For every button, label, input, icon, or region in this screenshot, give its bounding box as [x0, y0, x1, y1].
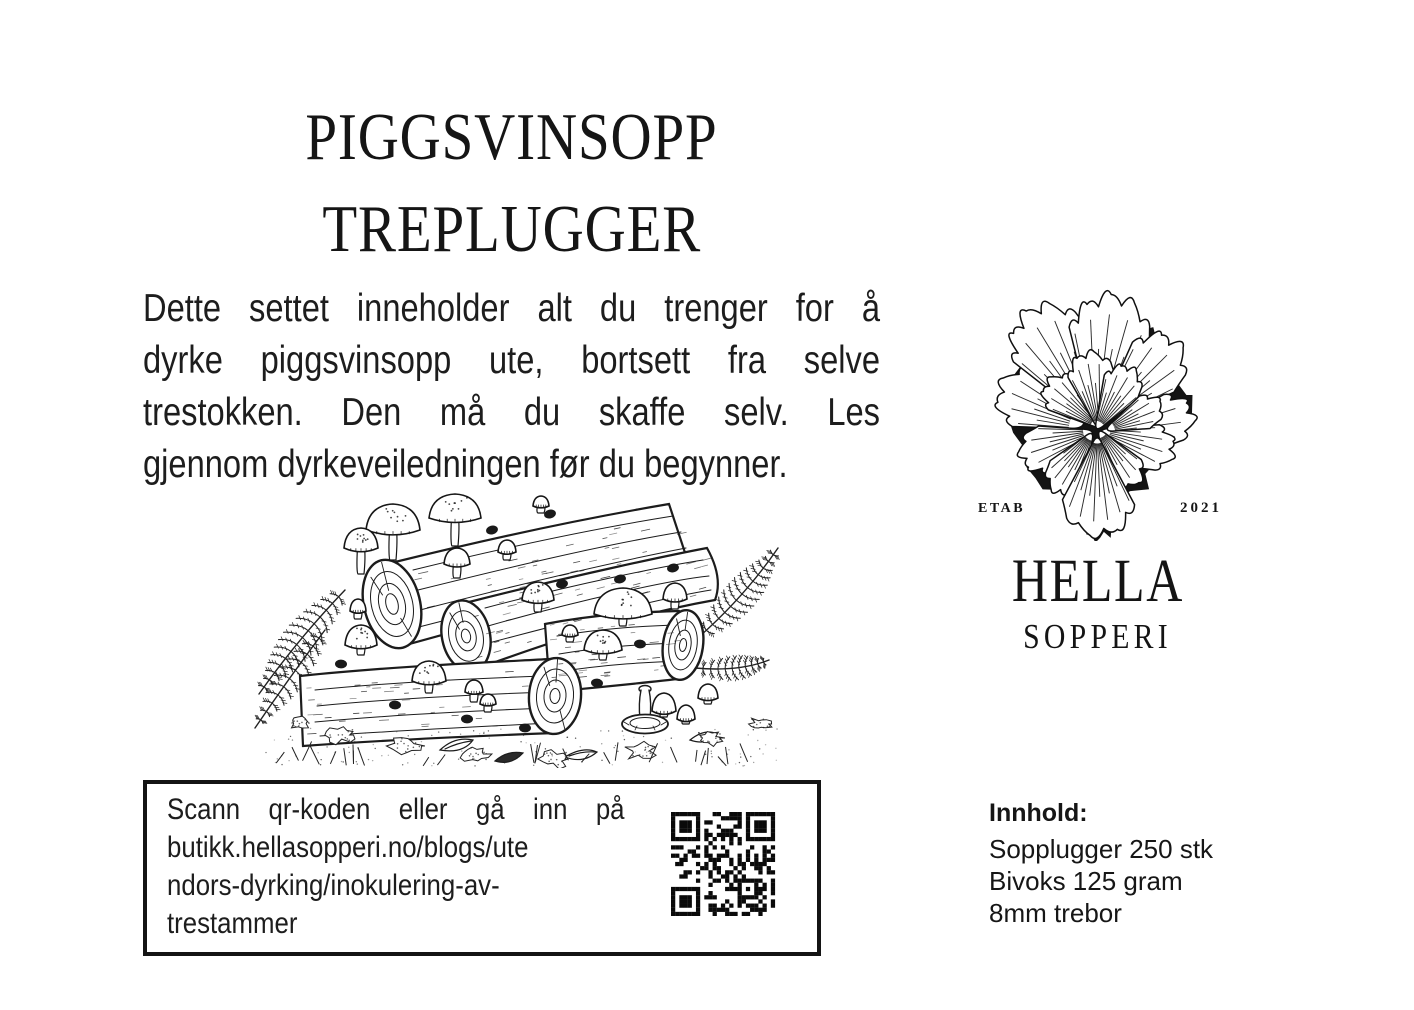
contents-item: Sopplugger 250 stk [989, 834, 1214, 864]
product-title-line-2: TREPLUGGER [322, 192, 701, 266]
intro-line: trestokken. Den må du skaffe selv. Les [143, 391, 880, 434]
intro-line: Dette settet inneholder alt du trenger for å [143, 287, 880, 330]
established-label: ETAB [978, 501, 1026, 516]
contents-item: 8mm trebor [989, 898, 1122, 928]
intro-line: dyrke piggsvinsopp ute, bortsett fra selve [143, 339, 880, 382]
contents-item: Bivoks 125 gram [989, 866, 1183, 896]
qr-instruction-text [167, 791, 625, 943]
established-year: 2021 [1180, 500, 1222, 516]
intro-line: gjennom dyrkeveiledningen før du begynner. [143, 443, 788, 486]
intro-paragraph [143, 283, 880, 491]
qr-text-line: Scann qr-koden eller gå inn på [167, 793, 625, 826]
product-title-line-1: PIGGSVINSOPP [305, 100, 718, 174]
qr-text-line: ndors-dyrking/inokulering-av- [167, 869, 500, 902]
qr-text-line: butikk.hellasopperi.no/blogs/ute [167, 831, 529, 864]
qr-text-line: trestammer [167, 907, 298, 940]
brand-name: HELLA [1011, 548, 1185, 615]
brand-subtitle: SOPPERI [1023, 617, 1173, 656]
qr-panel [143, 780, 821, 956]
contents-block [989, 799, 1213, 929]
contents-heading: Innhold: [989, 799, 1088, 827]
log-stack-illustration [245, 478, 795, 768]
qr-code-icon [668, 812, 778, 916]
